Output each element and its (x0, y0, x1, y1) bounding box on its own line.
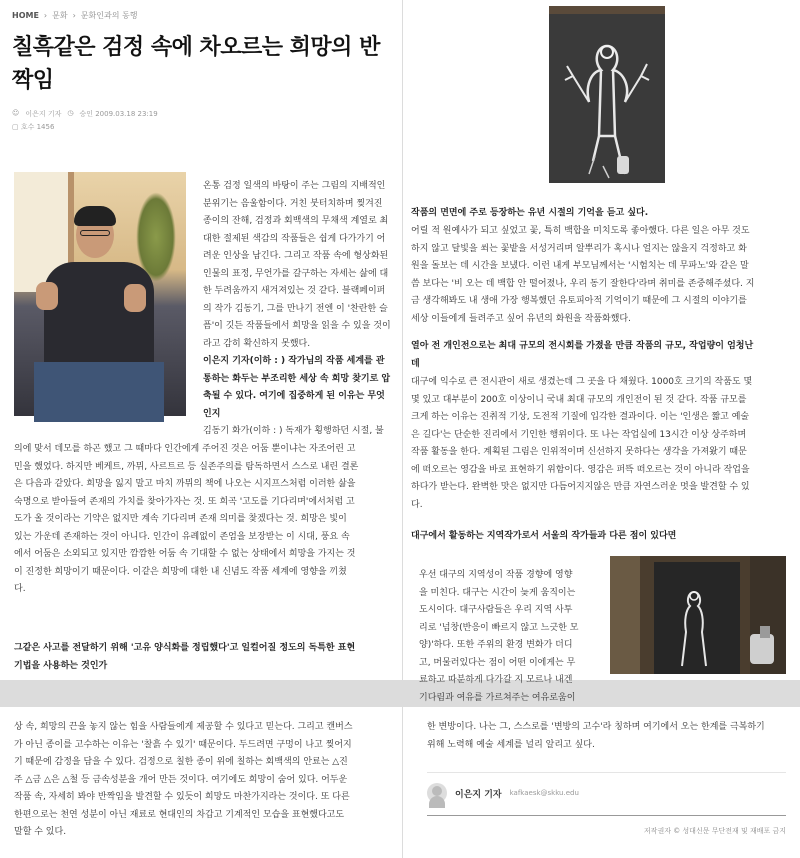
answer-line: 우선 대구의 지역성이 작품 경향에 영향 (419, 570, 573, 580)
question-line: 열아 전 개인전으로는 최대 규모의 전시회를 가졌을 만큼 작품의 규모, 작업량이 엄청난 (411, 341, 754, 351)
question-line: 축될 수 있다. 여기에 집중하게 된 이유는 무엇 (203, 391, 385, 401)
answer-line: 은 다음과 같았다. 희망을 잃지 말고 마치 까뮈의 책에 나오는 시지프스처럼 이러한 삶을 (14, 479, 356, 489)
answer-5 (419, 567, 607, 707)
breadcrumb-separator: › (43, 11, 48, 20)
article-continued-right (403, 707, 800, 858)
question-line: 데 (411, 358, 420, 369)
text-line: 온통 검정 일색의 바탕이 주는 그림의 지배적인 (203, 181, 386, 191)
question-4 (411, 338, 791, 373)
answer-line: 몇 있고 대부분이 200호 이상이니 국내 최대 규모의 개인전이 된 것 같다. 작품 규모를 (411, 394, 747, 405)
article-continued-left (0, 707, 402, 858)
text-line: 의 작가 김동기, 그를 만나기 전엔 이 '찬란한 슬 (203, 303, 388, 314)
answer-line: 크게 하는 이유는 진취적 기상, 도전적 기질에 입각한 결과이다. 이는 '인생은 짧고 예술 (411, 412, 750, 422)
answer-line: 료하고 따분하게 다가갈 지 모르나 내겐 (419, 675, 573, 685)
answer-line: 고, 머물러있다는 점이 어떤 이에게는 무 (419, 657, 576, 668)
answer-line: 대구에 익수로 큰 전시관이 새로 생겼는데 그 곳을 다 채웠다. 1000호 크기의 작품도 몇 (411, 377, 753, 387)
breadcrumb-home[interactable]: HOME (12, 11, 39, 20)
text-line: 한편으로는 천연 성분이 아닌 재료로 현대인의 차갑고 기계적인 모습을 표현했다고도 (14, 809, 345, 820)
text-line: 대한 절제된 색감의 작품들은 쉽게 다가가기 어 (203, 233, 386, 244)
text-line: 말할 수 있다. (14, 827, 67, 837)
answer-line: 리로 '넘창(반응이 빠르지 않고 느긋한 모 (419, 622, 579, 633)
answer-line: 숙명으로 받아들여 존재의 가치를 찾아가자는 것. 또 희곡 '고도를 기다리며'에서처럼 고 (14, 496, 355, 507)
question-line: 이은지 기자(이하 : ) 작가님의 작품 세계를 관 (203, 356, 385, 366)
question-1 (203, 353, 395, 441)
article-left-column (0, 0, 402, 680)
text-line: 라고 감히 확신하지 못했다. (203, 338, 311, 349)
answer-3 (411, 223, 791, 328)
question-line: 기법을 사용하는 것인가 (14, 660, 108, 671)
answer-line: 다. (411, 499, 423, 510)
question-2 (14, 640, 394, 675)
answer-line: 김동기 화가(이하 : ) 독재가 횡행하던 시절, 불 (203, 426, 384, 436)
answer-line: 의에 맞서 데모를 하곤 했고 그 때마다 인간에게 주어진 것은 어둠 뿐이냐는 자조어린 고 (14, 444, 356, 454)
document-icon: ▢ (12, 123, 19, 131)
clock-icon: ◷ (67, 109, 74, 117)
page-title (12, 31, 390, 97)
answer-line: 도가 올 것이라는 기약은 없지만 계속 기다리며 존재 의미를 찾겠다는 것. 희망은 빛이 (14, 514, 347, 524)
reporter-box (427, 772, 786, 803)
text-line: 기 때문에 감정을 담을 수 있다. 검정으로 칠한 종이 위에 칠하는 회백색의 안료는 △진 (14, 757, 348, 767)
artwork-photo-2 (610, 556, 786, 674)
answer-line: 민을 했었다. 하지만 베케트, 까뮈, 사르트르 등 실존주의를 탐독하면서 스스로 내린 결론 (14, 461, 359, 472)
answer-line: 양)'하다. 또한 주위의 환경 변화가 더디 (419, 640, 573, 650)
question-line: 그같은 사고를 전달하기 위해 '고유 양식화를 정립했다'고 일컬어질 정도의 독특한 표현 (14, 643, 356, 653)
author-name[interactable]: 이은지 기자 (25, 110, 62, 118)
answer-line: 도시이다. 대구사람들은 우리 지역 사투 (419, 605, 573, 615)
issue-number: 호수 1456 (20, 123, 55, 131)
copyright-notice: 저작권자 © 성대신문 무단전재 및 재배포 금지 (427, 815, 786, 836)
intro-paragraph (203, 178, 395, 353)
answer-line: 있는 가운데 존재하는 것이 아니다. 인간이 유례없이 존엄을 보장받는 이 시대, 풍요 속 (14, 531, 350, 542)
answer-line: 작품 활동을 한다. 계획된 그림은 인위적이며 신선하지 못하다는 생각을 가져왔기 때문 (411, 447, 747, 457)
question-line: 대구에서 활동하는 지역작가로서 서울의 작가들과 다른 점이 있다면 (411, 531, 677, 541)
reporter-email[interactable]: kafkaesk@skku.edu (509, 789, 579, 797)
approved-date: 승인 2009.03.18 23:19 (79, 110, 158, 118)
reporter-name[interactable]: 이은지 기자 (455, 789, 502, 800)
issue-number-row (12, 122, 390, 132)
question-line: 인지 (203, 408, 221, 419)
avatar (427, 783, 447, 803)
breadcrumb-section[interactable]: 문화 (52, 11, 68, 20)
answer-line: 세상 이들에게 들려주고 싶어 유년의 화원을 작품화했다. (411, 313, 631, 324)
text-line: 려운 인상을 남긴다. 그리고 작품 속에 형상화된 (203, 251, 389, 261)
question-line: 통하는 화두는 부조리한 세상 속 희망 찾기로 압 (203, 373, 391, 384)
question-line: 작품의 면면에 주로 등장하는 유년 시절의 기억을 듣고 싶다. (411, 208, 649, 218)
text-line: 종이의 잔해, 검정과 회백색의 무채색 계열로 최 (203, 216, 389, 226)
text-line: 상 속, 희망의 끈을 놓지 않는 힘을 사람들에게 제공할 수 있다고 믿는다. 그리고 캔버스 (14, 722, 353, 732)
artist-photo (14, 172, 186, 416)
text-line: 가 아닌 종이를 고수하는 이유는 '찰흙 수 있기' 때문이다. 두드려면 구멍이 나고 찢어지 (14, 739, 352, 750)
artwork-photo-1 (549, 6, 665, 183)
answer-line: 기다림과 여유를 가르쳐주는 여유로움이 (419, 692, 576, 703)
answer-line: 은 길다'는 단순한 진리에서 기인한 행위이다. 또 나는 작업실에 13시간 이상 상주하며 (411, 429, 747, 440)
article-meta (12, 109, 390, 119)
answer-line: 에서 어둠은 소외되고 있지만 깜깜한 어둠 속 기대할 수 없는 상태에서 희망을 가지는 것 (14, 549, 356, 559)
breadcrumb (12, 10, 390, 21)
answer-line: 에 떠오르는 영감을 바로 표현하기 위함이다. 영감은 퍼뜩 떠오르는 것이 아니라 작업을 (411, 464, 750, 475)
answer-1 (14, 441, 394, 599)
breadcrumb-separator: › (72, 11, 76, 20)
question-3 (411, 205, 791, 223)
breadcrumb-category[interactable]: 문화인과의 동행 (80, 11, 138, 20)
answer-line: 하지 않고 달빛을 쐬는 꽃밭을 서성거리며 알뿌리가 혹시나 얼지는 않을지 걱정하고 화 (411, 243, 747, 254)
page-title-line: 짝임 (12, 68, 54, 93)
question-5 (411, 528, 791, 546)
user-icon: ☺ (12, 109, 20, 117)
text-line: 위해 노력해 예술 세계를 널리 알리고 싶다. (427, 739, 595, 750)
answer-line: 하다가 받는다. 완벽한 맛은 없지만 다듬어지지않은 만큼 자연스러운 멋을 발견할 수 있 (411, 482, 750, 492)
text-line: 픔'이 깃든 작품들에서 희망을 읽을 수 있을 것이 (203, 321, 391, 331)
answer-line: 원을 돌보는 데 시간을 보냈다. 이런 내게 부모님께서는 '시험치는 데 무파노'와 같은 말 (411, 261, 749, 271)
text-line: 작품 속, 자세히 봐야 반짝임을 발견할 수 있듯이 희망도 마찬가지라는 것이다. 또 다른 (14, 792, 350, 802)
answer-line: 씀 보다는 '비 오는 데 백합 안 떨어졌나, 우리 동기 잘한다'라며 취미를 존중해주셨다. 지 (411, 278, 755, 289)
text-line: 분위기는 음울함이다. 거친 붓터치하며 찢겨진 (203, 198, 383, 209)
page-title-line: 칠흑같은 검정 속에 차오르는 희망의 반 (12, 35, 380, 60)
text-line: 한 두려움까지 새겨져있는 것 같다. 블랙페이퍼 (203, 286, 386, 296)
answer-line: 금 생각해봐도 내 생애 가장 행복했던 유토피아적 기억이기 때문에 그 시절의 이야기를 (411, 296, 747, 306)
text-line: 한 변방이다. 나는 그, 스스로를 '변방의 고수'라 칭하며 여기에서 오는 한계를 극복하기 (427, 722, 765, 732)
answer-line: 어릴 적 원예사가 되고 싶었고 꽃, 특히 백합을 미치도록 좋아했다. 다른 일은 아무 것도 (411, 226, 750, 236)
text-line: 인물의 표정, 무언가를 갈구하는 자세는 삶에 대 (203, 268, 389, 279)
text-line: 주 △금 △은 △철 등 금속성분을 개어 만든 것이다. 여기에도 희망이 숨어 있다. 어두운 (14, 774, 348, 785)
article-right-column (403, 0, 800, 703)
answer-4 (411, 374, 791, 514)
answer-line: 다. (14, 584, 26, 594)
answer-line: 을 미친다. 대구는 시간이 늦게 움직이는 (419, 587, 576, 598)
answer-line: 이 진정한 희망이기 때문이다. 이같은 희망에 대한 내 신념도 작품 세계에 영향을 끼쳤 (14, 566, 347, 577)
